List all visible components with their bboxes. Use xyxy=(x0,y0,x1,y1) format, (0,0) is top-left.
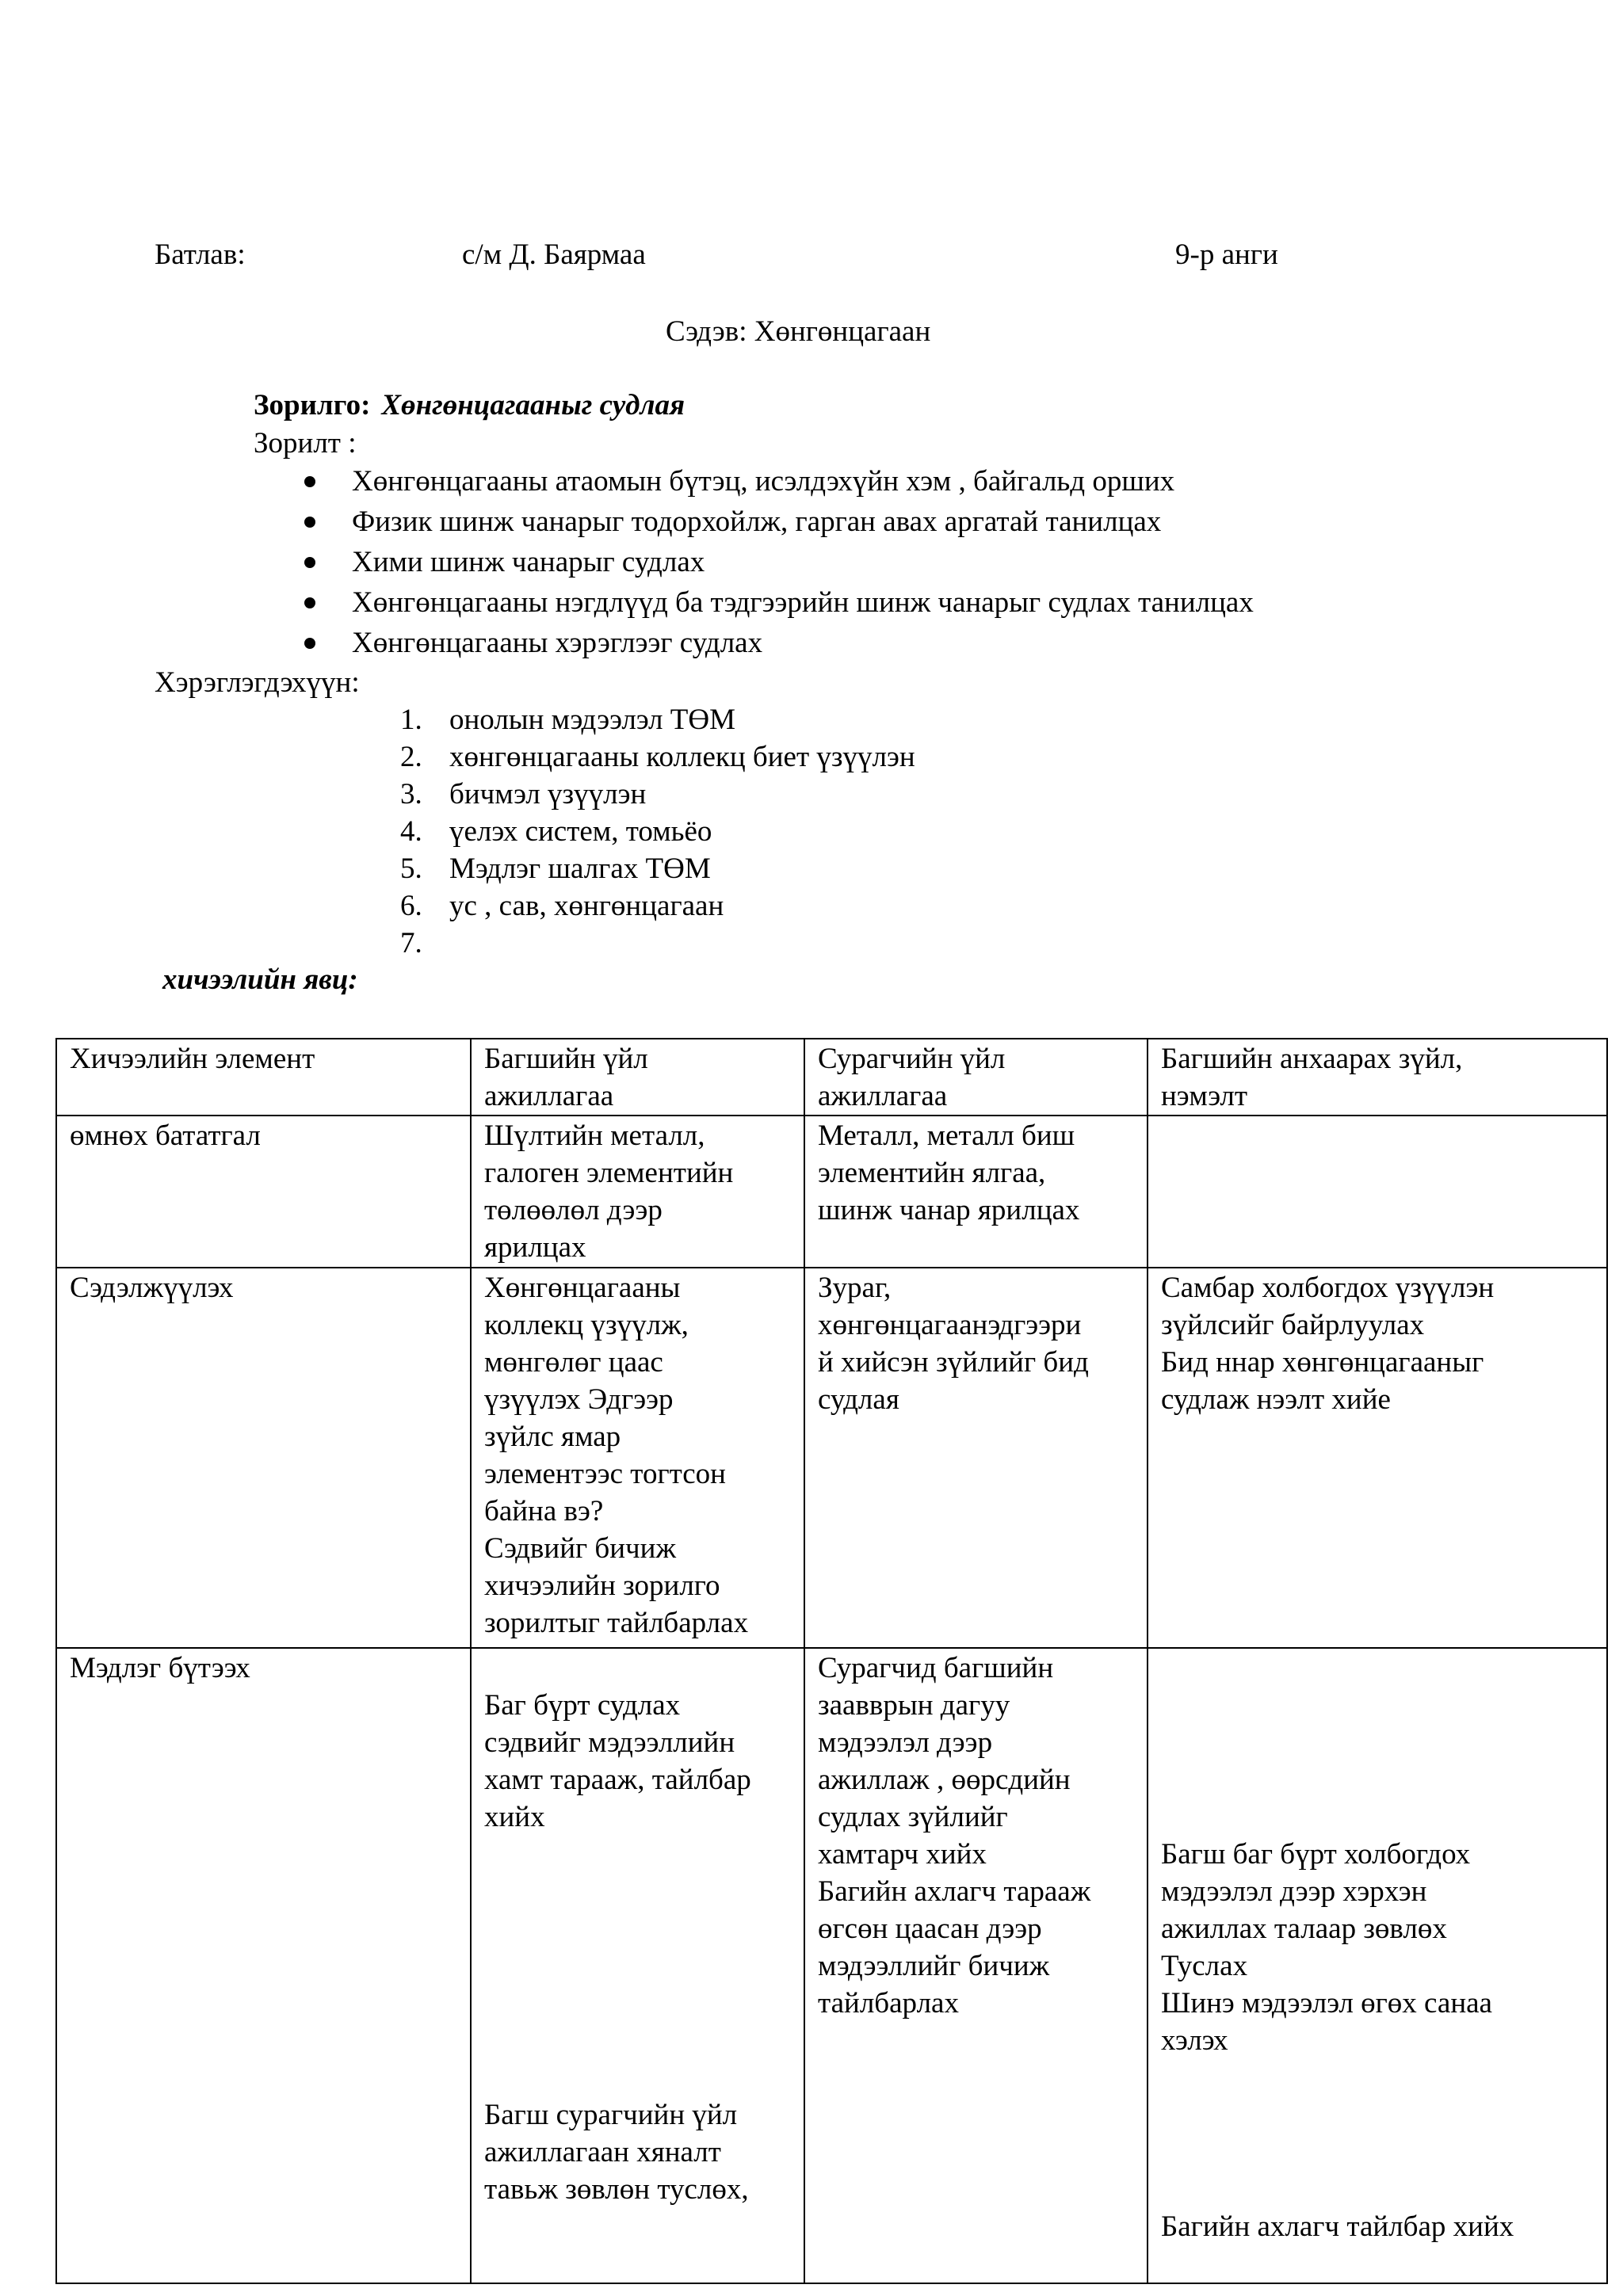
bullet-icon xyxy=(304,557,315,568)
goal-label: Зорилго: xyxy=(254,389,371,421)
table-row xyxy=(56,1116,1607,1268)
bullet-icon xyxy=(304,476,315,487)
header-cell: Багшийн үйл ажиллагаа xyxy=(471,1039,804,1116)
tools-label: Хэрэглэгдэхүүн: xyxy=(155,666,360,699)
teacher-activity-bottom: Багш сурагчийн үйл ажиллагаан хяналт тавьж зөвлөн туслөх, xyxy=(484,2099,749,2206)
table-cell: Самбар холбогдох үзүүлэн зүйлсийг байрлуулах Бид ннар хөнгөнцагааныг судлаж нээлт хийе xyxy=(1148,1268,1607,1648)
tool-item: 1. онолын мэдээлэл ТӨМ xyxy=(400,704,735,736)
goal-line xyxy=(254,387,685,424)
table-header-row xyxy=(56,1039,1607,1116)
notes-spacer xyxy=(1161,1687,1597,1798)
table-cell: Сэдэлжүүлэх xyxy=(56,1268,471,1648)
table-cell: Хөнгөнцагааны коллекц үзүүлж, мөнгөлөг цаас үзүүлэх Эдгээр зүйлс ямар элементээс тогтсон байна вэ? Сэдвийг бичиж хичээлийн зорилго зорилтыг тайлбарлах xyxy=(471,1268,804,1648)
tool-item: 4. үелэх систем, томьёо xyxy=(400,815,712,848)
bullet-icon xyxy=(304,517,315,528)
lesson-topic: Сэдэв: Хөнгөнцагаан xyxy=(666,315,931,348)
table-cell: Сурагчид багшийн заавврын дагуу мэдээлэл дээр ажиллаж , өөрсдийн судлах зүйлийг хамтарч хийх Багийн ахлагч тарааж өгсөн цаасан дээр мэдээллийг бичиж тайлбарлах xyxy=(804,1648,1148,2283)
objective-item: Хөнгөнцагааны атаомын бүтэц, исэлдэхүйн хэм , байгальд орших xyxy=(301,463,1254,503)
table-cell xyxy=(471,1648,804,2283)
lesson-table xyxy=(55,1038,1608,2284)
grade-label: 9-р анги xyxy=(1175,238,1278,271)
table-cell: Мэдлэг бүтээх xyxy=(56,1648,471,2283)
goal-value: Хөнгөнцагааныг судлая xyxy=(381,389,685,421)
procedure-label: хичээлийн явц: xyxy=(162,963,358,996)
header-cell: Багшийн анхаарах зүйл, нэмэлт xyxy=(1148,1039,1607,1116)
table-cell xyxy=(1148,1648,1607,2283)
header-cell: Хичээлийн элемент xyxy=(56,1039,471,1116)
bullet-icon xyxy=(304,638,315,649)
objective-item: Физик шинж чанарыг тодорхойлж, гарган авах аргатай танилцах xyxy=(301,503,1254,543)
tool-item: 2. хөнгөнцагааны коллекц биет үзүүлэн xyxy=(400,741,915,773)
tool-item: 6. ус , сав, хөнгөнцагаан xyxy=(400,890,724,922)
objective-item: Хөнгөнцагааны хэрэглээг судлах xyxy=(301,624,1254,665)
tool-item: 3. бичмэл үзүүлэн xyxy=(400,778,647,810)
tool-item: 5. Мэдлэг шалгах ТӨМ xyxy=(400,852,711,885)
tool-item: 7. xyxy=(400,927,422,959)
header-cell: Сурагчийн үйл ажиллагаа xyxy=(804,1039,1148,1116)
notes-bottom: Багийн ахлагч тайлбар хийх xyxy=(1161,2210,1514,2243)
table-cell: өмнөх бататгал xyxy=(56,1116,471,1268)
table-row xyxy=(56,1268,1607,1648)
tools-list xyxy=(400,701,915,962)
approve-label: Батлав: xyxy=(155,238,246,271)
notes-mid: Багш баг бүрт холбогдох мэдээлэл дээр хэрхэн ажиллах талаар зөвлөх Туслах Шинэ мэдээлэл өгөх санаа хэлэх xyxy=(1161,1838,1492,2057)
teacher-activity-top: Баг бүрт судлах сэдвийг мэдээллийн хамт тарааж, тайлбар хийх xyxy=(484,1689,751,1833)
teacher-name: с/м Д. Баярмаа xyxy=(462,238,646,271)
table-cell: Металл, металл биш элементийн ялгаа, шинж чанар ярилцах xyxy=(804,1116,1148,1268)
bullet-icon xyxy=(304,597,315,608)
objective-item: Хөнгөнцагааны нэгдлүүд ба тэдгээрийн шинж чанарыг судлах танилцах xyxy=(301,584,1254,624)
objective-item: Хими шинж чанарыг судлах xyxy=(301,543,1254,584)
table-cell: Зураг, хөнгөнцагаанэдгээри й хийсэн зүйлийг бид судлая xyxy=(804,1268,1148,1648)
objectives-list xyxy=(301,463,1254,665)
objectives-label: Зорилт : xyxy=(254,427,357,460)
table-cell xyxy=(1148,1116,1607,1268)
table-row xyxy=(56,1648,1607,2283)
table-cell: Шүлтийн металл, галоген элементийн төлөөлөл дээр ярилцах xyxy=(471,1116,804,1268)
